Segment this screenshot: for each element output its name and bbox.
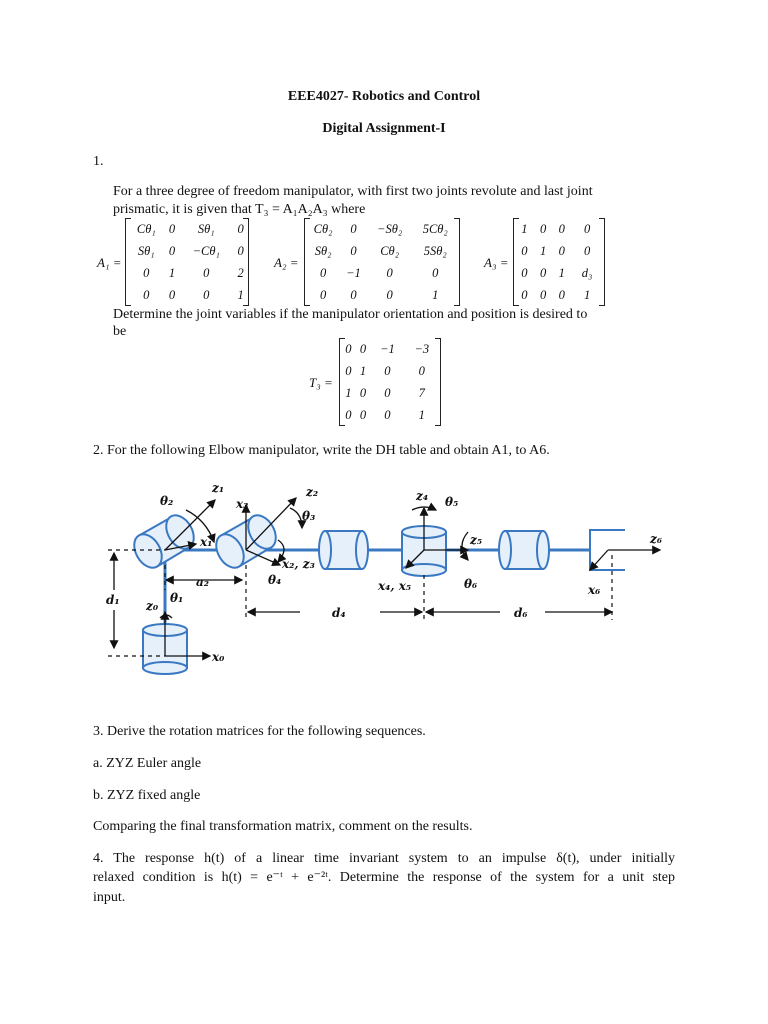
matrix-cell: 1: [558, 265, 565, 280]
matrix-cell: 7: [418, 385, 425, 400]
label-z1: z₁: [212, 481, 225, 495]
q3-part-a: a. ZYZ Euler angle: [93, 756, 202, 771]
a2-matrix: [306, 218, 458, 306]
matrix-cell: 0: [539, 221, 547, 236]
matrix-cell: 0: [143, 265, 150, 280]
label-x3: x₃: [236, 497, 249, 511]
label-x6: x₆: [588, 583, 601, 597]
matrix-cell: 0: [386, 265, 393, 280]
label-theta4: θ₄: [268, 573, 282, 587]
matrix-cell: 0: [386, 287, 393, 302]
label-theta3: θ₃: [302, 509, 316, 523]
matrix-cell: 0: [384, 363, 391, 378]
matrix-cell: 1: [168, 265, 176, 280]
matrix-cell: 0: [384, 407, 391, 422]
matrix-cell: d₃: [581, 265, 593, 280]
label-d1: d₁: [106, 593, 120, 607]
q3-text: 3. Derive the rotation matrices for the following sequences.: [93, 724, 426, 739]
q1-line1: For a three degree of freedom manipulator, with first two joints revolute and last joint: [113, 184, 593, 199]
matrix-cell: −1: [346, 265, 361, 280]
q4-line3: input.: [93, 890, 126, 905]
matrix-cell: 0: [558, 243, 565, 258]
matrix-cell: 0: [350, 287, 357, 302]
matrix-cell: 5Sθ₂: [423, 243, 447, 258]
matrix-cell: 0: [319, 265, 327, 280]
matrix-cell: 0: [345, 341, 352, 356]
matrix-cell: 0: [558, 287, 565, 302]
matrix-cell: Sθ₁: [137, 243, 155, 258]
label-theta6: θ₆: [464, 577, 478, 591]
q2-text: 2. For the following Elbow manipulator, write the DH table and obtain A1, to A6.: [93, 443, 550, 458]
matrix-cell: 0: [237, 243, 244, 258]
label-x2z3: x₂, z₃: [282, 557, 315, 571]
matrix-cell: 5Cθ₂: [422, 221, 448, 236]
label-x1: x₁: [200, 535, 213, 549]
matrix-cell: Sθ₁: [197, 221, 215, 236]
matrix-cell: 2: [237, 265, 244, 280]
label-z0: z₀: [146, 599, 159, 613]
matrix-cell: 1: [539, 243, 547, 258]
q3-comment: Comparing the final transformation matrix, comment on the results.: [93, 819, 473, 834]
a3-matrix: [515, 218, 603, 306]
joint6-cylinder: [499, 531, 549, 569]
matrix-cell: 0: [168, 287, 176, 302]
matrix-cell: −1: [380, 341, 395, 356]
matrix-cell: 0: [359, 341, 367, 356]
label-z5: z₅: [470, 533, 483, 547]
course-title: EEE4027- Robotics and Control: [287, 89, 481, 104]
matrix-cell: 0: [521, 265, 528, 280]
matrix-cell: 1: [521, 221, 528, 236]
matrix-cell: 0: [359, 407, 367, 422]
t3-matrix: [341, 338, 439, 426]
matrix-cell: 0: [418, 363, 425, 378]
a2-label: A₂ =: [274, 255, 299, 270]
label-d6: d₆: [514, 606, 528, 620]
matrix-cell: 0: [583, 221, 591, 236]
matrix-cell: Cθ₂: [380, 243, 400, 258]
matrix-cell: 0: [168, 221, 176, 236]
q4-line2: relaxed condition is h(t) = e⁻ᵗ + e⁻²ᵗ. Determine the response of the system for a unit step: [93, 870, 675, 885]
label-z2: z₂: [306, 485, 319, 499]
label-x0: x₀: [212, 650, 225, 664]
matrix-cell: 0: [583, 243, 591, 258]
matrix-cell: 1: [237, 287, 244, 302]
matrix-cell: 1: [359, 363, 367, 378]
a3-label: A₃ =: [484, 255, 509, 270]
matrix-cell: Cθ₁: [136, 221, 156, 236]
matrix-cell: Sθ₂: [314, 243, 332, 258]
a1-matrix: [127, 218, 247, 306]
matrix-cell: 0: [345, 407, 352, 422]
label-theta5: θ₅: [445, 495, 459, 509]
matrix-cell: 0: [432, 265, 439, 280]
matrix-cell: 0: [319, 287, 327, 302]
label-theta2: θ₂: [160, 494, 174, 508]
matrix-cell: 0: [143, 287, 150, 302]
label-z6: z₆: [650, 532, 663, 546]
matrix-cell: 0: [359, 385, 367, 400]
joint2-cylinder: [129, 510, 200, 572]
matrix-cell: 0: [350, 221, 357, 236]
matrix-cell: 0: [558, 221, 565, 236]
q1-line2: prismatic, it is given that T₃ = A₁A₂A₃ where: [113, 202, 366, 217]
matrix-cell: 0: [350, 243, 357, 258]
matrix-cell: −Cθ₁: [192, 243, 220, 258]
matrix-cell: 1: [432, 287, 439, 302]
q1-number: 1.: [93, 154, 104, 169]
matrix-cell: 1: [418, 407, 425, 422]
joint4-cylinder: [319, 531, 368, 569]
matrix-cell: 0: [203, 265, 210, 280]
matrix-cell: 0: [539, 287, 547, 302]
matrix-cell: 0: [384, 385, 391, 400]
matrix-cell: 1: [583, 287, 591, 302]
elbow-manipulator-diagram: [0, 470, 768, 690]
matrix-cell: 1: [345, 385, 352, 400]
matrix-cell: −Sθ₂: [377, 221, 403, 236]
label-z4: z₄: [416, 489, 429, 503]
matrix-cell: 0: [345, 363, 352, 378]
matrix-cell: 0: [539, 265, 547, 280]
matrix-cell: 0: [521, 287, 528, 302]
t3-label: T₃ =: [309, 375, 333, 390]
label-d4: d₄: [332, 606, 346, 620]
label-a2: a₂: [196, 575, 210, 589]
label-theta1: θ₁: [170, 591, 184, 605]
q4-line1: 4. The response h(t) of a linear time invariant system to an impulse δ(t), under initially: [93, 851, 675, 866]
matrix-cell: Cθ₂: [313, 221, 333, 236]
matrix-cell: 0: [168, 243, 176, 258]
matrix-cell: −3: [414, 341, 430, 356]
matrix-cell: 0: [203, 287, 210, 302]
a1-label: A₁ =: [97, 255, 122, 270]
matrix-cell: 0: [521, 243, 528, 258]
matrix-cell: 0: [237, 221, 244, 236]
q3-part-b: b. ZYZ fixed angle: [93, 788, 201, 803]
q1-line3: Determine the joint variables if the manipulator orientation and position is desired to: [113, 307, 588, 322]
assignment-title: Digital Assignment-I: [322, 121, 446, 136]
label-x4x5: x₄, x₅: [378, 579, 412, 593]
q1-line4: be: [113, 324, 127, 339]
